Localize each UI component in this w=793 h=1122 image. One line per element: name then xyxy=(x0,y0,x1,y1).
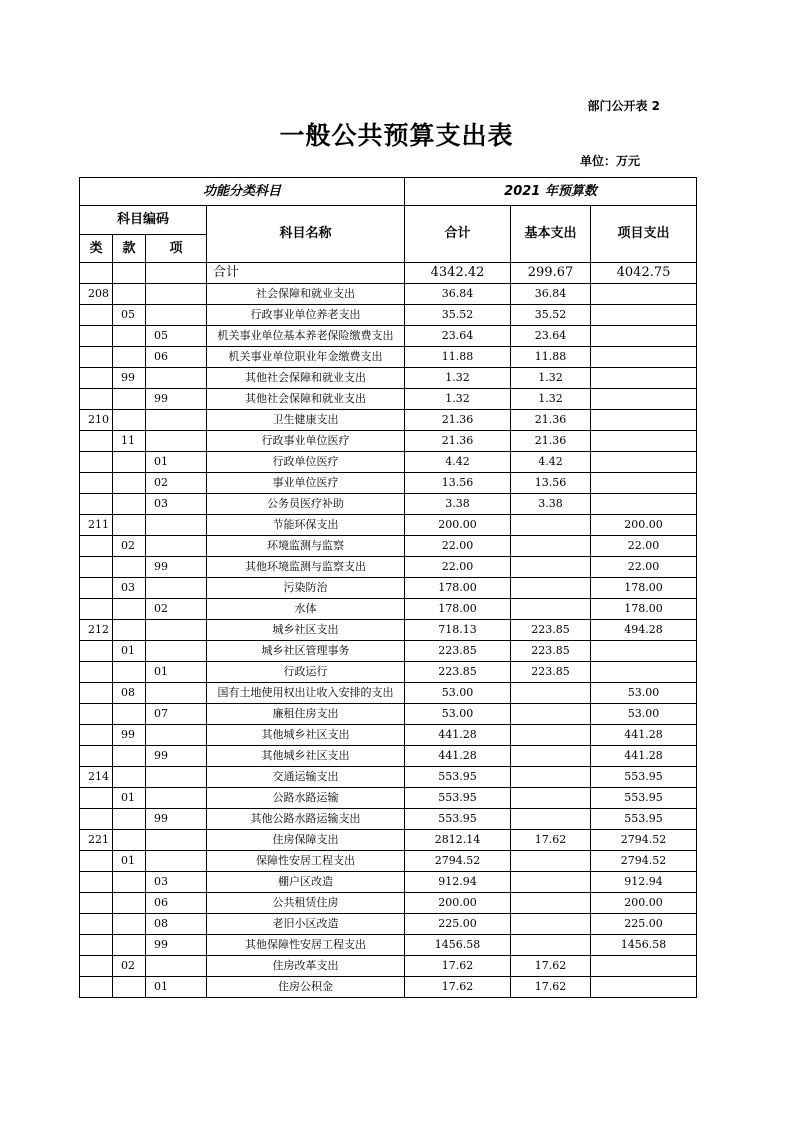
project-amount: 553.95 xyxy=(591,809,697,830)
item-code xyxy=(146,536,207,557)
subject-name: 事业单位医疗 xyxy=(207,473,405,494)
section-code xyxy=(113,284,146,305)
category-code: 208 xyxy=(80,284,113,305)
subject-name: 环境监测与监察 xyxy=(207,536,405,557)
item-code xyxy=(146,305,207,326)
total-amount: 225.00 xyxy=(405,914,511,935)
section-code xyxy=(113,326,146,347)
category-code xyxy=(80,683,113,704)
category-code: 210 xyxy=(80,410,113,431)
table-row xyxy=(80,725,697,746)
section-header: 款 xyxy=(113,235,146,263)
basic-amount: 4.42 xyxy=(511,452,591,473)
section-code xyxy=(113,872,146,893)
category-code xyxy=(80,872,113,893)
basic-amount: 23.64 xyxy=(511,326,591,347)
total-amount: 11.88 xyxy=(405,347,511,368)
table-row xyxy=(80,704,697,725)
category-code xyxy=(80,914,113,935)
category-code xyxy=(80,662,113,683)
total-row-total: 4342.42 xyxy=(405,263,511,284)
category-code xyxy=(80,305,113,326)
project-amount xyxy=(591,284,697,305)
item-code xyxy=(146,620,207,641)
project-amount xyxy=(591,347,697,368)
table-row xyxy=(80,893,697,914)
basic-amount: 13.56 xyxy=(511,473,591,494)
category-code xyxy=(80,704,113,725)
basic-amount xyxy=(511,788,591,809)
project-amount: 494.28 xyxy=(591,620,697,641)
basic-amount xyxy=(511,809,591,830)
category-code xyxy=(80,599,113,620)
project-amount xyxy=(591,662,697,683)
project-amount xyxy=(591,368,697,389)
category-code: 211 xyxy=(80,515,113,536)
basic-amount: 1.32 xyxy=(511,368,591,389)
subject-name: 廉租住房支出 xyxy=(207,704,405,725)
total-amount: 178.00 xyxy=(405,599,511,620)
project-amount xyxy=(591,326,697,347)
project-amount xyxy=(591,473,697,494)
budget-table xyxy=(79,177,697,998)
project-amount: 912.94 xyxy=(591,872,697,893)
total-amount: 22.00 xyxy=(405,536,511,557)
subject-name: 交通运输支出 xyxy=(207,767,405,788)
project-expense-header: 项目支出 xyxy=(591,206,697,263)
subject-name: 住房改革支出 xyxy=(207,956,405,977)
total-amount: 53.00 xyxy=(405,683,511,704)
unit-label: 单位：万元 xyxy=(579,154,640,168)
section-code: 08 xyxy=(113,683,146,704)
subject-name: 其他公路水路运输支出 xyxy=(207,809,405,830)
item-code: 03 xyxy=(146,494,207,515)
section-code xyxy=(113,347,146,368)
subject-name: 城乡社区支出 xyxy=(207,620,405,641)
section-code xyxy=(113,620,146,641)
category-code xyxy=(80,473,113,494)
category-code xyxy=(80,746,113,767)
table-row xyxy=(80,830,697,851)
basic-amount: 36.84 xyxy=(511,284,591,305)
section-code: 01 xyxy=(113,641,146,662)
table-row xyxy=(80,641,697,662)
section-code xyxy=(113,473,146,494)
total-amount: 200.00 xyxy=(405,893,511,914)
total-row-label: 合计 xyxy=(207,263,405,284)
item-code: 02 xyxy=(146,599,207,620)
total-amount: 1456.58 xyxy=(405,935,511,956)
total-cell-item xyxy=(146,263,207,284)
category-code xyxy=(80,977,113,998)
item-header: 项 xyxy=(146,235,207,263)
total-amount: 17.62 xyxy=(405,977,511,998)
section-code: 11 xyxy=(113,431,146,452)
subject-name: 公共租赁住房 xyxy=(207,893,405,914)
subject-name-header: 科目名称 xyxy=(207,206,405,263)
table-row xyxy=(80,452,697,473)
subject-name: 卫生健康支出 xyxy=(207,410,405,431)
subject-name: 机关事业单位基本养老保险缴费支出 xyxy=(207,326,405,347)
item-code: 08 xyxy=(146,914,207,935)
table-row xyxy=(80,872,697,893)
item-code: 03 xyxy=(146,872,207,893)
table-row xyxy=(80,494,697,515)
section-code: 03 xyxy=(113,578,146,599)
category-code: 212 xyxy=(80,620,113,641)
section-code xyxy=(113,935,146,956)
section-code xyxy=(113,809,146,830)
subject-name: 保障性安居工程支出 xyxy=(207,851,405,872)
basic-amount xyxy=(511,767,591,788)
total-row-project: 4042.75 xyxy=(591,263,697,284)
total-amount: 2794.52 xyxy=(405,851,511,872)
section-code: 99 xyxy=(113,725,146,746)
item-code xyxy=(146,641,207,662)
item-code xyxy=(146,788,207,809)
basic-amount: 3.38 xyxy=(511,494,591,515)
item-code xyxy=(146,284,207,305)
subject-code-header: 科目编码 xyxy=(80,206,207,235)
basic-amount: 21.36 xyxy=(511,431,591,452)
basic-amount xyxy=(511,683,591,704)
section-code xyxy=(113,830,146,851)
category-header: 类 xyxy=(80,235,113,263)
item-code xyxy=(146,578,207,599)
table-row xyxy=(80,389,697,410)
table-row xyxy=(80,851,697,872)
table-row xyxy=(80,431,697,452)
basic-amount xyxy=(511,536,591,557)
project-amount xyxy=(591,977,697,998)
document-code: 部门公开表 2 xyxy=(587,99,660,113)
header-row-code xyxy=(80,206,697,235)
basic-amount: 17.62 xyxy=(511,977,591,998)
total-amount: 912.94 xyxy=(405,872,511,893)
total-amount: 2812.14 xyxy=(405,830,511,851)
total-amount: 4.42 xyxy=(405,452,511,473)
basic-amount: 35.52 xyxy=(511,305,591,326)
table-row xyxy=(80,557,697,578)
basic-amount xyxy=(511,851,591,872)
subject-name: 行政事业单位养老支出 xyxy=(207,305,405,326)
project-amount xyxy=(591,389,697,410)
section-code xyxy=(113,893,146,914)
section-code xyxy=(113,599,146,620)
table-row xyxy=(80,326,697,347)
category-code xyxy=(80,893,113,914)
total-row-basic: 299.67 xyxy=(511,263,591,284)
page-title: 一般公共预算支出表 xyxy=(279,121,514,150)
item-code xyxy=(146,683,207,704)
project-amount: 441.28 xyxy=(591,746,697,767)
category-code xyxy=(80,956,113,977)
total-amount: 553.95 xyxy=(405,767,511,788)
section-code xyxy=(113,767,146,788)
table-row xyxy=(80,767,697,788)
total-amount: 441.28 xyxy=(405,725,511,746)
project-amount: 200.00 xyxy=(591,893,697,914)
total-cell-category xyxy=(80,263,113,284)
total-amount: 3.38 xyxy=(405,494,511,515)
section-code xyxy=(113,977,146,998)
section-code xyxy=(113,515,146,536)
category-code xyxy=(80,935,113,956)
total-amount: 200.00 xyxy=(405,515,511,536)
subject-name: 住房保障支出 xyxy=(207,830,405,851)
subject-name: 老旧小区改造 xyxy=(207,914,405,935)
total-cell-section xyxy=(113,263,146,284)
subject-name: 机关事业单位职业年金缴费支出 xyxy=(207,347,405,368)
total-amount: 553.95 xyxy=(405,809,511,830)
project-amount xyxy=(591,452,697,473)
table-row xyxy=(80,284,697,305)
item-code: 01 xyxy=(146,452,207,473)
section-code xyxy=(113,662,146,683)
category-code: 221 xyxy=(80,830,113,851)
item-code xyxy=(146,725,207,746)
subject-name: 其他城乡社区支出 xyxy=(207,746,405,767)
category-code xyxy=(80,326,113,347)
item-code: 05 xyxy=(146,326,207,347)
item-code xyxy=(146,431,207,452)
total-amount: 13.56 xyxy=(405,473,511,494)
category-code xyxy=(80,452,113,473)
table-row xyxy=(80,347,697,368)
item-code: 06 xyxy=(146,347,207,368)
basic-amount xyxy=(511,914,591,935)
item-code: 01 xyxy=(146,662,207,683)
total-amount: 21.36 xyxy=(405,431,511,452)
total-amount: 1.32 xyxy=(405,389,511,410)
project-amount: 225.00 xyxy=(591,914,697,935)
basic-amount xyxy=(511,935,591,956)
subject-name: 节能环保支出 xyxy=(207,515,405,536)
total-amount: 23.64 xyxy=(405,326,511,347)
subject-name: 棚户区改造 xyxy=(207,872,405,893)
project-amount: 178.00 xyxy=(591,578,697,599)
category-code xyxy=(80,431,113,452)
basic-amount: 17.62 xyxy=(511,830,591,851)
project-amount xyxy=(591,956,697,977)
basic-amount xyxy=(511,515,591,536)
basic-amount xyxy=(511,872,591,893)
table-row xyxy=(80,305,697,326)
item-code: 99 xyxy=(146,557,207,578)
item-code: 02 xyxy=(146,473,207,494)
subject-name: 其他社会保障和就业支出 xyxy=(207,368,405,389)
total-amount: 178.00 xyxy=(405,578,511,599)
subject-name: 行政单位医疗 xyxy=(207,452,405,473)
category-code xyxy=(80,851,113,872)
project-amount xyxy=(591,305,697,326)
category-code xyxy=(80,389,113,410)
section-code xyxy=(113,704,146,725)
table-row xyxy=(80,536,697,557)
basic-amount: 21.36 xyxy=(511,410,591,431)
subject-name: 国有土地使用权出让收入安排的支出 xyxy=(207,683,405,704)
total-amount: 22.00 xyxy=(405,557,511,578)
total-amount: 718.13 xyxy=(405,620,511,641)
item-code xyxy=(146,830,207,851)
table-row xyxy=(80,683,697,704)
table-row xyxy=(80,788,697,809)
section-code xyxy=(113,494,146,515)
total-amount: 223.85 xyxy=(405,641,511,662)
basic-amount: 1.32 xyxy=(511,389,591,410)
table-row xyxy=(80,935,697,956)
section-code xyxy=(113,389,146,410)
project-amount: 200.00 xyxy=(591,515,697,536)
subject-name: 其他城乡社区支出 xyxy=(207,725,405,746)
basic-amount: 223.85 xyxy=(511,662,591,683)
category-code xyxy=(80,557,113,578)
subject-name: 水体 xyxy=(207,599,405,620)
subject-name: 行政事业单位医疗 xyxy=(207,431,405,452)
total-header: 合计 xyxy=(405,206,511,263)
project-amount: 22.00 xyxy=(591,557,697,578)
total-amount: 35.52 xyxy=(405,305,511,326)
function-classification-header: 功能分类科目 xyxy=(80,178,405,206)
table-row xyxy=(80,515,697,536)
table-row xyxy=(80,599,697,620)
project-amount: 53.00 xyxy=(591,683,697,704)
total-amount: 1.32 xyxy=(405,368,511,389)
item-code xyxy=(146,767,207,788)
project-amount: 53.00 xyxy=(591,704,697,725)
subject-name: 社会保障和就业支出 xyxy=(207,284,405,305)
project-amount: 2794.52 xyxy=(591,830,697,851)
category-code xyxy=(80,578,113,599)
project-amount: 2794.52 xyxy=(591,851,697,872)
table-row xyxy=(80,368,697,389)
project-amount: 22.00 xyxy=(591,536,697,557)
item-code: 99 xyxy=(146,746,207,767)
table-row xyxy=(80,473,697,494)
item-code: 06 xyxy=(146,893,207,914)
table-row xyxy=(80,956,697,977)
section-code: 05 xyxy=(113,305,146,326)
category-code xyxy=(80,368,113,389)
category-code xyxy=(80,725,113,746)
table-row xyxy=(80,410,697,431)
subject-name: 住房公积金 xyxy=(207,977,405,998)
project-amount: 441.28 xyxy=(591,725,697,746)
table-row xyxy=(80,578,697,599)
item-code: 99 xyxy=(146,935,207,956)
section-code: 99 xyxy=(113,368,146,389)
section-code: 02 xyxy=(113,536,146,557)
basic-amount xyxy=(511,746,591,767)
item-code xyxy=(146,368,207,389)
total-amount: 21.36 xyxy=(405,410,511,431)
item-code xyxy=(146,956,207,977)
subject-name: 公务员医疗补助 xyxy=(207,494,405,515)
section-code xyxy=(113,410,146,431)
table-row xyxy=(80,914,697,935)
item-code: 01 xyxy=(146,977,207,998)
total-row xyxy=(80,263,697,284)
subject-name: 其他保障性安居工程支出 xyxy=(207,935,405,956)
section-code: 01 xyxy=(113,851,146,872)
item-code: 99 xyxy=(146,809,207,830)
basic-amount xyxy=(511,578,591,599)
subject-name: 公路水路运输 xyxy=(207,788,405,809)
project-amount xyxy=(591,410,697,431)
budget-year-header: 2021 年预算数 xyxy=(405,178,697,206)
subject-name: 其他环境监测与监察支出 xyxy=(207,557,405,578)
section-code: 02 xyxy=(113,956,146,977)
section-code xyxy=(113,914,146,935)
item-code xyxy=(146,410,207,431)
basic-amount: 223.85 xyxy=(511,620,591,641)
table-row xyxy=(80,662,697,683)
total-amount: 223.85 xyxy=(405,662,511,683)
section-code xyxy=(113,746,146,767)
basic-amount xyxy=(511,725,591,746)
basic-amount xyxy=(511,893,591,914)
project-amount: 553.95 xyxy=(591,767,697,788)
total-amount: 36.84 xyxy=(405,284,511,305)
header-row-group xyxy=(80,178,697,206)
basic-expense-header: 基本支出 xyxy=(511,206,591,263)
project-amount xyxy=(591,494,697,515)
section-code: 01 xyxy=(113,788,146,809)
basic-amount xyxy=(511,704,591,725)
section-code xyxy=(113,452,146,473)
table-row xyxy=(80,746,697,767)
project-amount: 553.95 xyxy=(591,788,697,809)
basic-amount xyxy=(511,599,591,620)
subject-name: 城乡社区管理事务 xyxy=(207,641,405,662)
category-code xyxy=(80,788,113,809)
basic-amount: 17.62 xyxy=(511,956,591,977)
total-amount: 17.62 xyxy=(405,956,511,977)
project-amount: 178.00 xyxy=(591,599,697,620)
table-row xyxy=(80,620,697,641)
basic-amount xyxy=(511,557,591,578)
project-amount xyxy=(591,641,697,662)
project-amount xyxy=(591,431,697,452)
total-amount: 553.95 xyxy=(405,788,511,809)
item-code xyxy=(146,851,207,872)
category-code xyxy=(80,809,113,830)
category-code xyxy=(80,494,113,515)
item-code: 99 xyxy=(146,389,207,410)
subject-name: 污染防治 xyxy=(207,578,405,599)
category-code: 214 xyxy=(80,767,113,788)
basic-amount: 11.88 xyxy=(511,347,591,368)
project-amount: 1456.58 xyxy=(591,935,697,956)
total-amount: 441.28 xyxy=(405,746,511,767)
item-code: 07 xyxy=(146,704,207,725)
total-amount: 53.00 xyxy=(405,704,511,725)
basic-amount: 223.85 xyxy=(511,641,591,662)
item-code xyxy=(146,515,207,536)
subject-name: 其他社会保障和就业支出 xyxy=(207,389,405,410)
table-row xyxy=(80,977,697,998)
category-code xyxy=(80,536,113,557)
category-code xyxy=(80,641,113,662)
category-code xyxy=(80,347,113,368)
table-row xyxy=(80,809,697,830)
section-code xyxy=(113,557,146,578)
subject-name: 行政运行 xyxy=(207,662,405,683)
